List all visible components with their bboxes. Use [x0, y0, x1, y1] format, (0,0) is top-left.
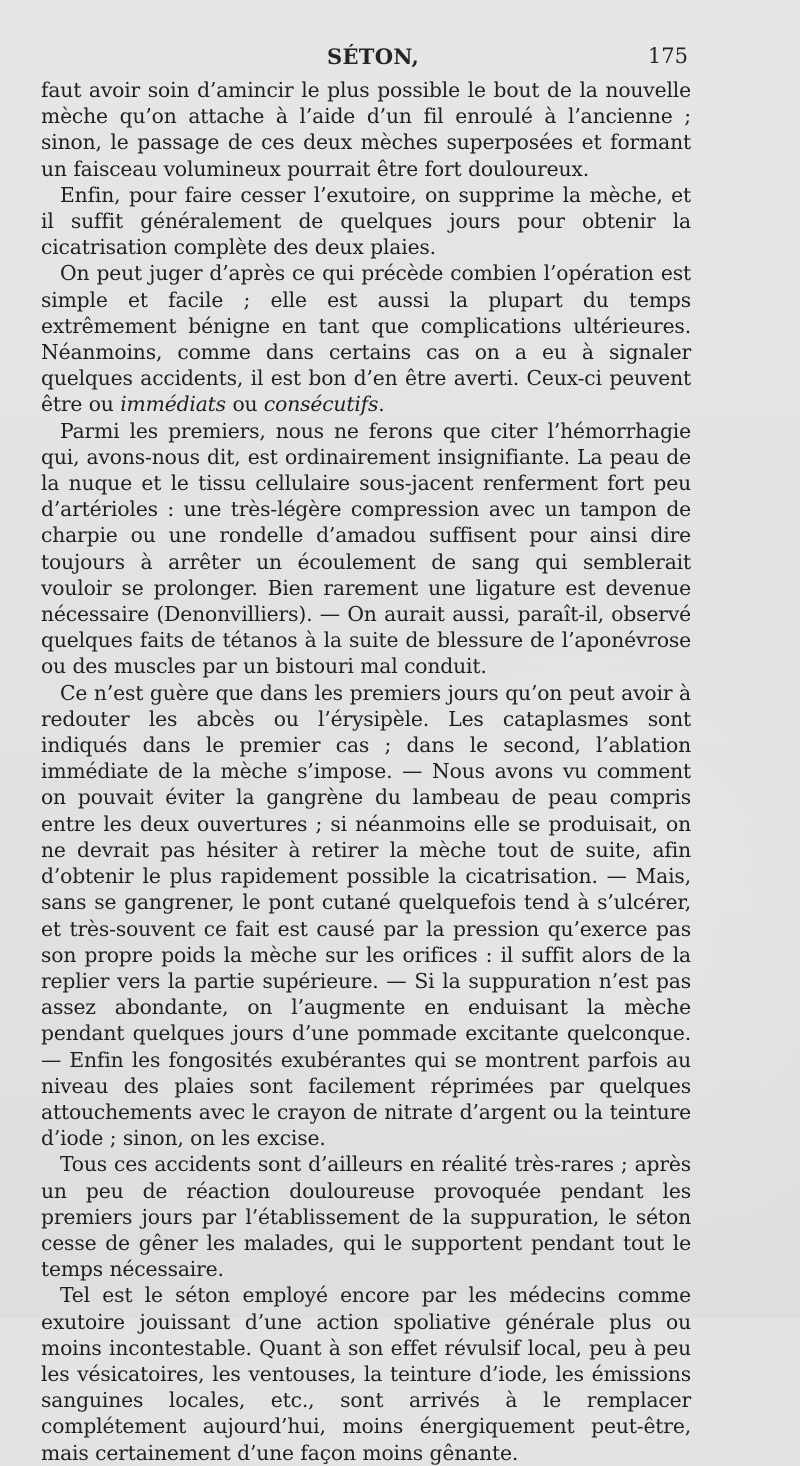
body-text: [41, 77, 691, 1466]
paragraph-4: Parmi les premiers, nous ne ferons que citer l’hémorrhagie qui, avons-nous dit, est ordinairement insignifiante. La peau de la nuque et le tissu cellulaire sous-jacent renferment fort peu d’artérioles : une très-légère compression avec un tampon de charpie ou une rondelle d’amadou suffisent pour ainsi dire toujours à arrêter un écoulement de sang qui semblerait vouloir se prolonger. Bien rarement une ligature est devenue nécessaire (Denonvilliers). — On aurait aussi, paraît-il, observé quelques faits de tétanos à la suite de blessure de l’aponévrose ou des muscles par un bistouri mal conduit.: [41, 418, 691, 679]
page-header: [0, 44, 800, 74]
paragraph-3-text-before: On peut juger d’après ce qui précède combien l’opération est simple et facile ; elle est aussi la plupart du temps extrêmement bénigne en tant que complications ultérieures. Néanmoins, comme dans certains cas on a eu à signaler quelques accidents, il est bon d’en être averti. Ceux-ci peuvent être ou: [41, 261, 691, 417]
paragraph-3-text-middle: ou: [225, 392, 264, 417]
page-number: 175: [647, 44, 688, 68]
italic-term-immediats: immédiats: [120, 392, 226, 417]
paragraph-5: Ce n’est guère que dans les premiers jours qu’on peut avoir à redouter les abcès ou l’érysipèle. Les cataplasmes sont indiqués dans le premier cas ; dans le second, l’ablation immédiate de la mèche s’impose. — Nous avons vu comment on pouvait éviter la gangrène du lambeau de peau compris entre les deux ouvertures ; si néanmoins elle se produisait, on ne devrait pas hésiter à retirer la mèche tout de suite, afin d’obtenir le plus rapidement possible la cicatrisation. — Mais, sans se gangrener, le pont cutané quelquefois tend à s’ulcérer, et très-souvent ce fait est causé par la pression qu’exerce pas son propre poids la mèche sur les orifices : il suffit alors de la replier vers la partie supérieure. — Si la suppuration n’est pas assez abondante, on l’augmente en enduisant la mèche pendant quelques jours d’une pommade excitante quelconque. — Enfin les fongosités exubérantes qui se montrent parfois au niveau des plaies sont facilement réprimées par quelques attouchements avec le crayon de nitrate d’argent ou la teinture d’iode ; sinon, on les excise.: [41, 680, 691, 1151]
paragraph-2: Enfin, pour faire cesser l’exutoire, on supprime la mèche, et il suffit généralement de quelques jours pour obtenir la cicatrisation complète des deux plaies.: [41, 182, 691, 260]
paragraph-7: Tel est le séton employé encore par les médecins comme exutoire jouissant d’une action spoliative générale plus ou moins incontestable. Quant à son effet révulsif local, peu à peu les vésicatoires, les ventouses, la teinture d’iode, les émissions sanguines locales, etc., sont arrivés à le remplacer complétement aujourd’hui, moins énergiquement peut-être, mais certainement d’une façon moins gênante.: [41, 1283, 691, 1465]
paragraph-3: [41, 260, 691, 417]
paragraph-6: Tous ces accidents sont d’ailleurs en réalité très-rares ; après un peu de réaction douloureuse provoquée pendant les premiers jours par l’établissement de la suppuration, le séton cesse de gêner les malades, qui le supportent pendant tout le temps nécessaire.: [41, 1152, 691, 1282]
italic-term-consecutifs: consécutifs: [263, 392, 379, 417]
paragraph-1: faut avoir soin d’amincir le plus possible le bout de la nouvelle mèche qu’on attache à l’aide d’un fil enroulé à l’ancienne ; sinon, le passage de ces deux mèches superposées et formant un faisceau volumineux pourrait être fort douloureux.: [41, 78, 691, 181]
paragraph-3-text-after: .: [378, 392, 385, 417]
running-title: SÉTON,: [327, 44, 420, 69]
